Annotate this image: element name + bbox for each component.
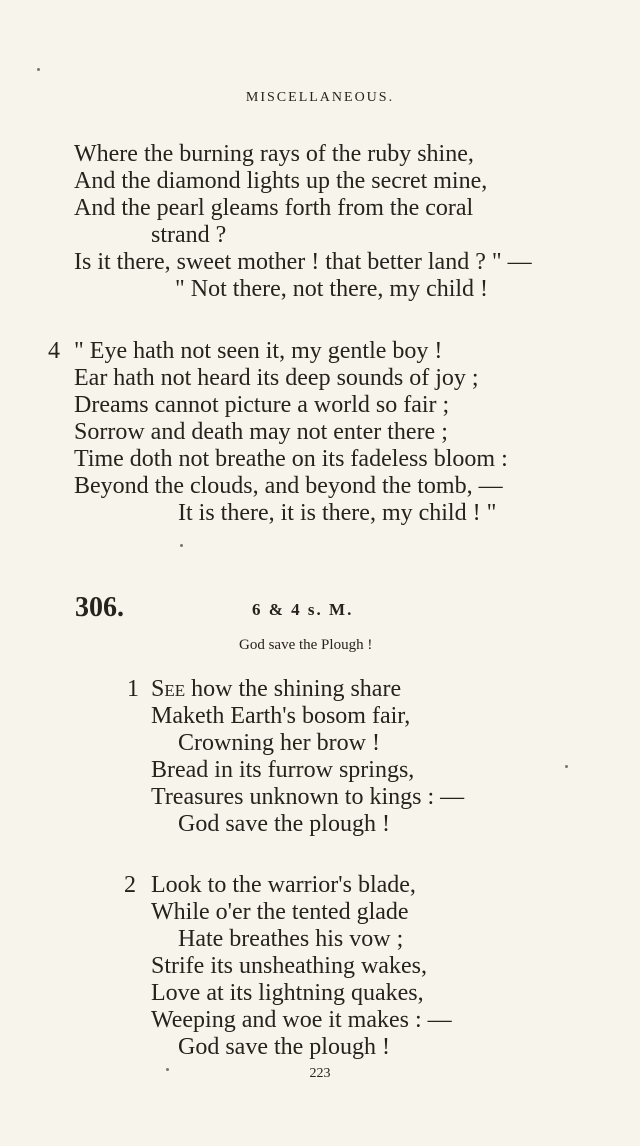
poem-line: While o'er the tented glade [151,899,409,925]
print-speck [180,544,183,547]
poem-line: Maketh Earth's bosom fair, [151,703,411,729]
poem-line: Weeping and woe it makes : — [151,1007,452,1033]
running-title: MISCELLANEOUS. [245,90,395,105]
poem-line: Crowning her brow ! [178,730,380,756]
poem-line: Dreams cannot picture a world so fair ; [74,392,450,418]
poem-line: God save the plough ! [178,811,390,837]
poem-line: It is there, it is there, my child ! " [178,500,497,526]
first-word-small-caps: See [151,676,186,702]
poem-line: Beyond the clouds, and beyond the tomb, — [74,473,503,499]
poem-line: strand ? [151,222,227,248]
stanza-number: 4 [48,338,60,364]
poem-line: Time doth not breathe on its fadeless bloom : [74,446,508,472]
poem-line: Ear hath not heard its deep sounds of joy ; [74,365,479,391]
poem-line: Bread in its furrow springs, [151,757,415,783]
hymn-meter: 6 & 4 s. M. [252,600,354,619]
poem-line: Love at its lightning quakes, [151,980,424,1006]
poem-line: Strife its unsheathing wakes, [151,953,427,979]
poem-line: Is it there, sweet mother ! that better land ? " — [74,249,532,275]
first-line-rest: how the shining share [185,676,402,702]
poem-line: God save the plough ! [178,1034,390,1060]
poem-line: " Eye hath not seen it, my gentle boy ! [74,338,443,364]
poem-line: Sorrow and death may not enter there ; [74,419,448,445]
poem-line: And the diamond lights up the secret mine, [74,168,488,194]
verse-number: 2 [124,872,136,898]
hymn-number: 306. [75,592,124,623]
poem-line [151,675,401,703]
verse-number: 1 [127,676,139,702]
poem-line: " Not there, not there, my child ! [175,276,489,302]
page-number: 223 [309,1066,331,1081]
hymn-subtitle: God save the Plough ! [239,637,373,653]
poem-line: And the pearl gleams forth from the coral [74,195,474,221]
poem-line: Where the burning rays of the ruby shine, [74,141,474,167]
poem-line: Treasures unknown to kings : — [151,784,465,810]
print-speck [37,68,40,71]
print-speck [565,765,568,768]
poem-line: Hate breathes his vow ; [178,926,404,952]
poem-line: Look to the warrior's blade, [151,872,416,898]
